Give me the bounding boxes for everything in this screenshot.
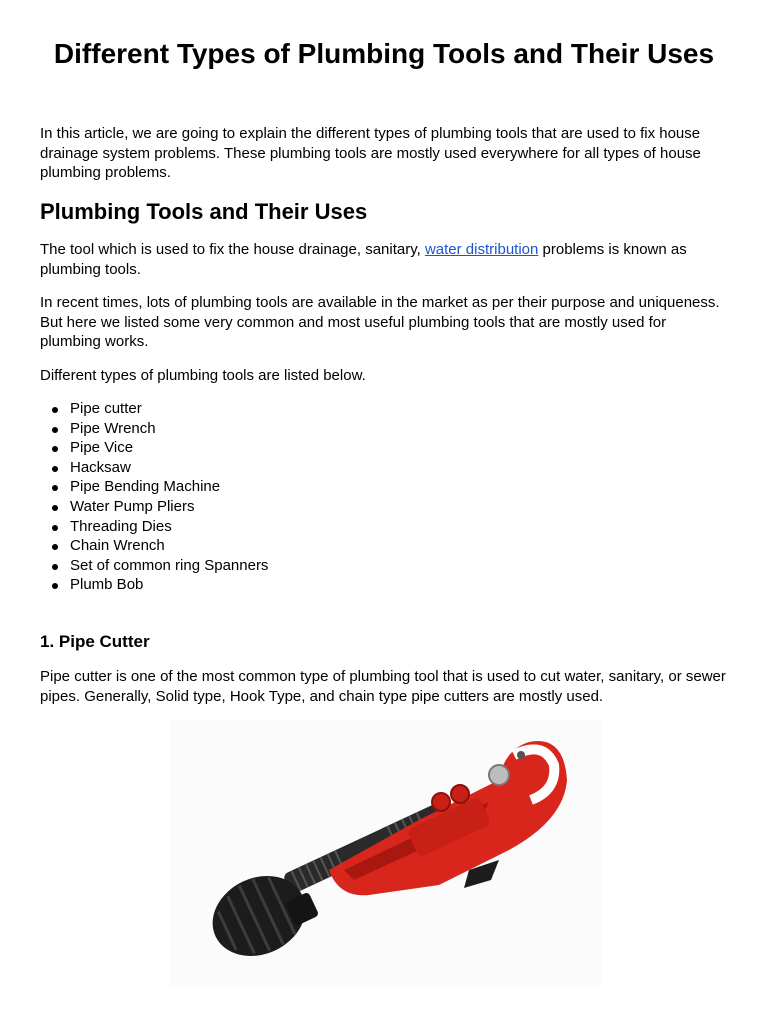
page-title: Different Types of Plumbing Tools and Their Uses bbox=[53, 38, 715, 69]
pipe-cutter-heading: 1. Pipe Cutter bbox=[40, 632, 150, 651]
tools-list bbox=[40, 399, 268, 595]
list-item bbox=[40, 575, 268, 595]
bullet-icon bbox=[52, 544, 58, 550]
pipe-cutter-image bbox=[169, 720, 601, 988]
list-item bbox=[40, 536, 268, 556]
bullet-icon bbox=[52, 485, 58, 491]
list-item-label: Pipe cutter bbox=[70, 400, 142, 417]
bullet-icon bbox=[52, 427, 58, 433]
bullet-icon bbox=[52, 583, 58, 589]
list-item bbox=[40, 556, 268, 576]
list-item-label: Pipe Wrench bbox=[70, 419, 156, 437]
list-item bbox=[40, 477, 268, 497]
bullet-icon bbox=[52, 525, 58, 531]
list-item-label: Water Pump Pliers bbox=[70, 497, 195, 515]
list-item bbox=[40, 517, 268, 537]
section-heading: Plumbing Tools and Their Uses bbox=[40, 199, 368, 224]
list-item-label: Plumb Bob bbox=[70, 576, 144, 594]
list-item-label: Threading Dies bbox=[70, 517, 172, 535]
water-distribution-link[interactable]: water distribution bbox=[424, 241, 539, 258]
definition-paragraph bbox=[40, 240, 728, 279]
list-item-label: Pipe Vice bbox=[70, 439, 134, 457]
list-item-label: Pipe Bending Machine bbox=[70, 478, 221, 496]
list-item bbox=[40, 458, 268, 478]
recent-times-paragraph: In recent times, lots of plumbing tools are available in the market as per their purpose and uniqueness. But here we listed some very common and most useful plumbing tools that are mostly used for plumbing works. bbox=[40, 294, 720, 351]
list-item bbox=[40, 438, 268, 458]
bullet-icon bbox=[52, 505, 58, 511]
list-item-label: Set of common ring Spanners bbox=[70, 556, 269, 574]
list-item-label: Hacksaw bbox=[70, 458, 131, 476]
list-item bbox=[40, 399, 268, 419]
cutter-body bbox=[329, 741, 567, 895]
bullet-icon bbox=[52, 446, 58, 452]
pipe-cutter-illustration bbox=[169, 720, 601, 988]
bullet-icon bbox=[52, 564, 58, 570]
list-item bbox=[40, 497, 268, 517]
bullet-icon bbox=[52, 466, 58, 472]
pipe-cutter-description: Pipe cutter is one of the most common type of plumbing tool that is used to cut water, sanitary, or sewer pipes. Generally, Solid type, Hook Type, and chain type pipe cutters are mostly used. bbox=[40, 668, 726, 705]
list-intro-paragraph: Different types of plumbing tools are listed below. bbox=[40, 367, 366, 384]
list-item bbox=[40, 419, 268, 439]
bullet-icon bbox=[52, 407, 58, 413]
definition-text-after: problems is known as plumbing tools. bbox=[40, 241, 687, 278]
list-item-label: Chain Wrench bbox=[70, 537, 165, 555]
intro-paragraph: In this article, we are going to explain the different types of plumbing tools that are used to fix house drainage system problems. These plumbing tools are mostly used everywhere for all types of house plumbing problems. bbox=[40, 125, 701, 182]
definition-text-before: The tool which is used to fix the house drainage, sanitary, bbox=[40, 241, 425, 258]
